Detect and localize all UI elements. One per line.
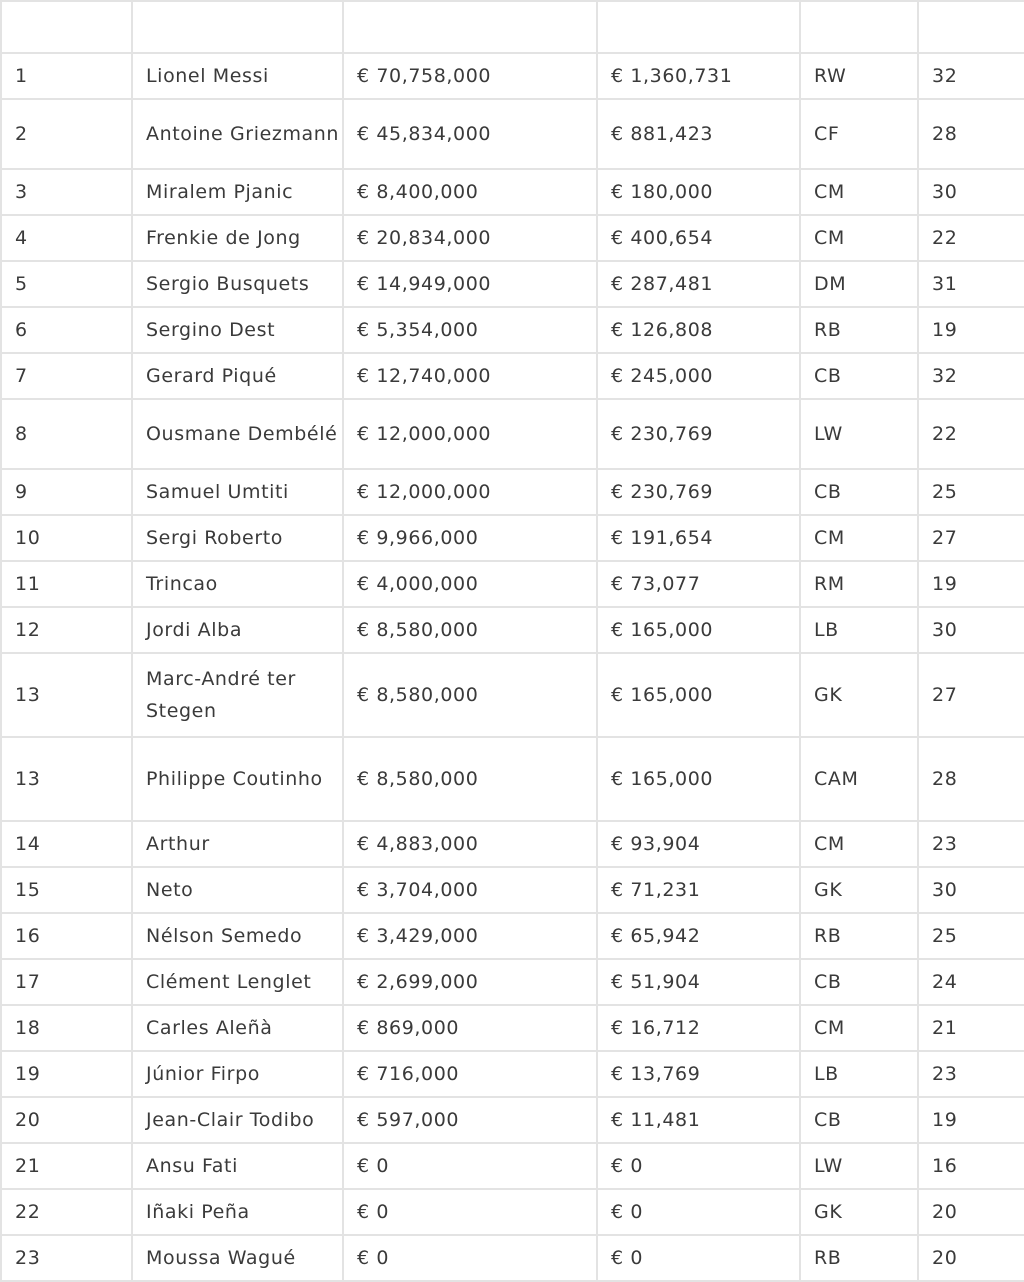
table-row — [1, 1051, 1024, 1097]
cell-annual-salary: € 0 — [343, 1235, 597, 1281]
cell-weekly-salary: € 0 — [597, 1189, 800, 1235]
cell-weekly-salary: € 11,481 — [597, 1097, 800, 1143]
table-row — [1, 169, 1024, 215]
cell-age: 16 — [918, 1143, 1024, 1189]
cell-rank: 3 — [1, 169, 132, 215]
cell-annual-salary: € 4,883,000 — [343, 821, 597, 867]
table-row — [1, 307, 1024, 353]
cell-annual-salary: € 8,580,000 — [343, 607, 597, 653]
cell-rank: 15 — [1, 867, 132, 913]
cell-position: LB — [800, 607, 918, 653]
cell-rank: 22 — [1, 1189, 132, 1235]
cell-weekly-salary: € 16,712 — [597, 1005, 800, 1051]
table-row — [1, 959, 1024, 1005]
cell-rank: 12 — [1, 607, 132, 653]
cell-weekly-salary: € 180,000 — [597, 169, 800, 215]
cell-annual-salary: € 8,400,000 — [343, 169, 597, 215]
cell-position: CF — [800, 99, 918, 169]
cell-age: 23 — [918, 821, 1024, 867]
cell-player-name: Jean-Clair Todibo — [132, 1097, 343, 1143]
cell-position: RB — [800, 913, 918, 959]
cell-age: 20 — [918, 1235, 1024, 1281]
cell-player-name: Gerard Piqué — [132, 353, 343, 399]
cell-player-name: Nélson Semedo — [132, 913, 343, 959]
cell-age: 20 — [918, 1189, 1024, 1235]
cell-rank: 7 — [1, 353, 132, 399]
cell-age: 22 — [918, 399, 1024, 469]
header-cell-position — [800, 1, 918, 53]
cell-rank: 13 — [1, 737, 132, 821]
table-row — [1, 607, 1024, 653]
cell-rank: 17 — [1, 959, 132, 1005]
cell-player-name: Ansu Fati — [132, 1143, 343, 1189]
cell-rank: 16 — [1, 913, 132, 959]
cell-annual-salary: € 3,429,000 — [343, 913, 597, 959]
cell-player-name: Iñaki Peña — [132, 1189, 343, 1235]
cell-position: CM — [800, 515, 918, 561]
cell-player-name: Trincao — [132, 561, 343, 607]
cell-position: CM — [800, 169, 918, 215]
cell-rank: 18 — [1, 1005, 132, 1051]
cell-annual-salary: € 12,740,000 — [343, 353, 597, 399]
cell-position: RB — [800, 307, 918, 353]
cell-weekly-salary: € 881,423 — [597, 99, 800, 169]
cell-annual-salary: € 14,949,000 — [343, 261, 597, 307]
cell-age: 24 — [918, 959, 1024, 1005]
table-row — [1, 261, 1024, 307]
cell-player-name: Moussa Wagué — [132, 1235, 343, 1281]
cell-age: 28 — [918, 737, 1024, 821]
cell-position: LB — [800, 1051, 918, 1097]
cell-weekly-salary: € 13,769 — [597, 1051, 800, 1097]
cell-weekly-salary: € 165,000 — [597, 607, 800, 653]
cell-weekly-salary: € 0 — [597, 1235, 800, 1281]
table-header-row — [1, 1, 1024, 53]
table-row — [1, 737, 1024, 821]
cell-age: 27 — [918, 515, 1024, 561]
cell-weekly-salary: € 73,077 — [597, 561, 800, 607]
table-row — [1, 653, 1024, 737]
cell-annual-salary: € 8,580,000 — [343, 737, 597, 821]
cell-player-name: Sergio Busquets — [132, 261, 343, 307]
cell-age: 25 — [918, 913, 1024, 959]
cell-rank: 11 — [1, 561, 132, 607]
cell-annual-salary: € 0 — [343, 1143, 597, 1189]
cell-age: 25 — [918, 469, 1024, 515]
header-cell-gross — [343, 1, 597, 53]
cell-rank: 6 — [1, 307, 132, 353]
cell-annual-salary: € 4,000,000 — [343, 561, 597, 607]
cell-position: RW — [800, 53, 918, 99]
cell-weekly-salary: € 165,000 — [597, 737, 800, 821]
cell-position: RM — [800, 561, 918, 607]
cell-annual-salary: € 0 — [343, 1189, 597, 1235]
cell-age: 32 — [918, 353, 1024, 399]
cell-rank: 8 — [1, 399, 132, 469]
cell-position: CB — [800, 1097, 918, 1143]
table-row — [1, 913, 1024, 959]
cell-rank: 10 — [1, 515, 132, 561]
header-cell-name — [132, 1, 343, 53]
table-row — [1, 867, 1024, 913]
cell-player-name: Júnior Firpo — [132, 1051, 343, 1097]
cell-position: RB — [800, 1235, 918, 1281]
cell-annual-salary: € 12,000,000 — [343, 399, 597, 469]
cell-rank: 2 — [1, 99, 132, 169]
cell-rank: 19 — [1, 1051, 132, 1097]
cell-weekly-salary: € 51,904 — [597, 959, 800, 1005]
cell-position: GK — [800, 1189, 918, 1235]
cell-age: 28 — [918, 99, 1024, 169]
cell-weekly-salary: € 230,769 — [597, 399, 800, 469]
cell-age: 30 — [918, 867, 1024, 913]
cell-position: LW — [800, 1143, 918, 1189]
table-row — [1, 353, 1024, 399]
cell-position: DM — [800, 261, 918, 307]
cell-player-name: Antoine Griezmann — [132, 99, 343, 169]
cell-weekly-salary: € 191,654 — [597, 515, 800, 561]
cell-annual-salary: € 8,580,000 — [343, 653, 597, 737]
table-row — [1, 1005, 1024, 1051]
cell-weekly-salary: € 230,769 — [597, 469, 800, 515]
table-row — [1, 561, 1024, 607]
cell-weekly-salary: € 0 — [597, 1143, 800, 1189]
cell-weekly-salary: € 126,808 — [597, 307, 800, 353]
table-row — [1, 515, 1024, 561]
cell-rank: 23 — [1, 1235, 132, 1281]
cell-weekly-salary: € 245,000 — [597, 353, 800, 399]
cell-rank: 5 — [1, 261, 132, 307]
cell-position: CM — [800, 1005, 918, 1051]
cell-annual-salary: € 5,354,000 — [343, 307, 597, 353]
cell-player-name: Neto — [132, 867, 343, 913]
cell-player-name: Frenkie de Jong — [132, 215, 343, 261]
cell-age: 30 — [918, 169, 1024, 215]
cell-annual-salary: € 597,000 — [343, 1097, 597, 1143]
cell-annual-salary: € 716,000 — [343, 1051, 597, 1097]
cell-player-name: Samuel Umtiti — [132, 469, 343, 515]
cell-age: 27 — [918, 653, 1024, 737]
cell-player-name: Marc-André ter Stegen — [132, 653, 343, 737]
cell-age: 32 — [918, 53, 1024, 99]
cell-position: CB — [800, 353, 918, 399]
cell-position: CB — [800, 469, 918, 515]
cell-weekly-salary: € 287,481 — [597, 261, 800, 307]
cell-annual-salary: € 45,834,000 — [343, 99, 597, 169]
cell-annual-salary: € 20,834,000 — [343, 215, 597, 261]
cell-age: 30 — [918, 607, 1024, 653]
table-row — [1, 399, 1024, 469]
cell-player-name: Lionel Messi — [132, 53, 343, 99]
table-row — [1, 53, 1024, 99]
cell-weekly-salary: € 400,654 — [597, 215, 800, 261]
cell-position: GK — [800, 867, 918, 913]
cell-position: CAM — [800, 737, 918, 821]
cell-weekly-salary: € 65,942 — [597, 913, 800, 959]
cell-rank: 14 — [1, 821, 132, 867]
cell-age: 31 — [918, 261, 1024, 307]
table-row — [1, 1189, 1024, 1235]
cell-age: 23 — [918, 1051, 1024, 1097]
cell-age: 19 — [918, 1097, 1024, 1143]
cell-weekly-salary: € 71,231 — [597, 867, 800, 913]
cell-player-name: Arthur — [132, 821, 343, 867]
cell-position: LW — [800, 399, 918, 469]
cell-rank: 9 — [1, 469, 132, 515]
table-row — [1, 469, 1024, 515]
cell-player-name: Philippe Coutinho — [132, 737, 343, 821]
table-row — [1, 1097, 1024, 1143]
cell-player-name: Clément Lenglet — [132, 959, 343, 1005]
table-row — [1, 99, 1024, 169]
cell-weekly-salary: € 165,000 — [597, 653, 800, 737]
table-row — [1, 1235, 1024, 1281]
cell-position: CM — [800, 821, 918, 867]
cell-annual-salary: € 12,000,000 — [343, 469, 597, 515]
cell-rank: 21 — [1, 1143, 132, 1189]
cell-rank: 20 — [1, 1097, 132, 1143]
header-cell-weekly — [597, 1, 800, 53]
cell-rank: 13 — [1, 653, 132, 737]
cell-annual-salary: € 70,758,000 — [343, 53, 597, 99]
cell-rank: 1 — [1, 53, 132, 99]
cell-age: 19 — [918, 307, 1024, 353]
table-row — [1, 1143, 1024, 1189]
header-cell-age — [918, 1, 1024, 53]
cell-annual-salary: € 2,699,000 — [343, 959, 597, 1005]
table-row — [1, 215, 1024, 261]
cell-player-name: Sergi Roberto — [132, 515, 343, 561]
cell-player-name: Miralem Pjanic — [132, 169, 343, 215]
cell-player-name: Sergino Dest — [132, 307, 343, 353]
cell-annual-salary: € 3,704,000 — [343, 867, 597, 913]
cell-annual-salary: € 869,000 — [343, 1005, 597, 1051]
cell-player-name: Jordi Alba — [132, 607, 343, 653]
cell-weekly-salary: € 1,360,731 — [597, 53, 800, 99]
cell-rank: 4 — [1, 215, 132, 261]
cell-player-name: Ousmane Dembélé — [132, 399, 343, 469]
header-cell-rank — [1, 1, 132, 53]
cell-age: 19 — [918, 561, 1024, 607]
cell-position: CM — [800, 215, 918, 261]
cell-annual-salary: € 9,966,000 — [343, 515, 597, 561]
cell-player-name: Carles Aleñà — [132, 1005, 343, 1051]
cell-weekly-salary: € 93,904 — [597, 821, 800, 867]
cell-age: 21 — [918, 1005, 1024, 1051]
cell-position: GK — [800, 653, 918, 737]
table-row — [1, 821, 1024, 867]
cell-position: CB — [800, 959, 918, 1005]
cell-age: 22 — [918, 215, 1024, 261]
